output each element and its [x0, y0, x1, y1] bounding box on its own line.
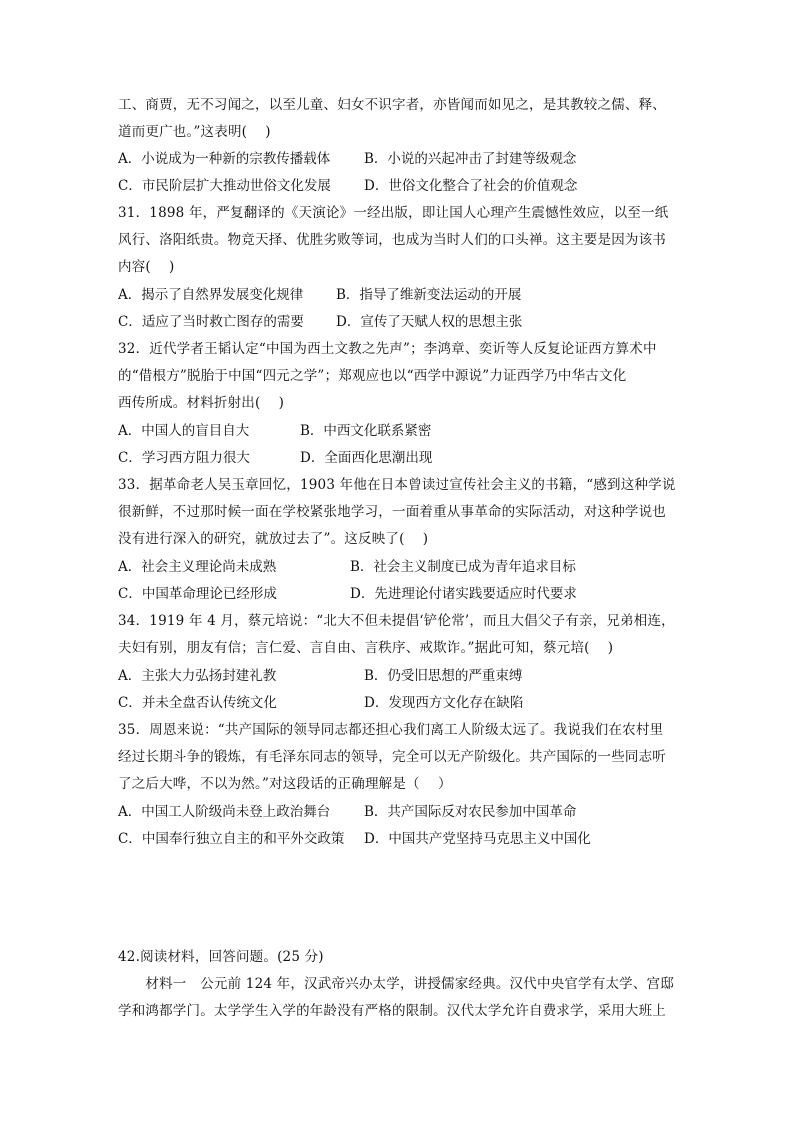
q30-option-a: A．小说成为一种新的宗教传播载体	[118, 151, 331, 167]
q31-line-3: 内容( )	[118, 259, 175, 275]
q42-line-1: 材料一 公元前 124 年，汉武帝兴办太学，讲授儒家经典。汉代中央官学有太学、宫邸	[118, 976, 674, 992]
q33-line-3: 没有进行深入的研究，就放过去了”。这反映了( )	[118, 531, 429, 547]
q31-line-1: 31．1898 年，严复翻译的《天演论》一经出版，即让国人心理产生震憾性效应，以至一纸	[118, 205, 669, 221]
q35-line-1: 35．周恩来说：“共产国际的领导同志都还担心我们离工人阶级太远了。我说我们在农村里	[118, 722, 664, 738]
q33-option-a: A．社会主义理论尚未成熟	[118, 559, 277, 575]
q33-option-b: B．社会主义制度已成为青年追求目标	[350, 559, 576, 575]
q34-line-1: 34．1919 年 4 月，蔡元培说：“北大不但未提倡‘铲伦常’，而且大倡父子有亲，兄弟相连，	[118, 613, 675, 629]
q32-option-c: C．学习西方阻力很大	[118, 450, 250, 466]
q35-option-c: C．中国奉行独立自主的和平外交政策	[118, 831, 345, 847]
q32-option-b: B．中西文化联系紧密	[300, 423, 432, 439]
q42-line-2: 学和鸿都学门。太学学生入学的年龄没有严格的限制。汉代太学允许自费求学，采用大班上	[118, 1003, 666, 1019]
q33-line-1: 33．据革命老人吴玉章回忆，1903 年他在日本曾读过宣传社会主义的书籍，“感到这种学说	[118, 477, 676, 493]
q31-option-a: A．揭示了自然界发展变化规律	[118, 287, 304, 303]
q34-line-2: 夫妇有别，朋友有信；言仁爱、言自由、言秩序、戒欺诈。”据此可知，蔡元培( )	[118, 640, 614, 656]
q35-line-2: 经过长期斗争的锻炼，有毛泽东同志的领导，完全可以无产阶级化。共产国际的一些同志听	[118, 749, 666, 765]
q34-option-c: C．并未全盘否认传统文化	[118, 695, 277, 711]
q35-option-b: B．共产国际反对农民参加中国革命	[364, 804, 577, 820]
q32-option-a: A．中国人的盲目自大	[118, 423, 250, 439]
q35-option-a: A．中国工人阶级尚未登上政治舞台	[118, 804, 331, 820]
q35-line-3: 了之后大哗，不以为然。”对这段话的正确理解是（ ）	[118, 776, 452, 792]
q32-option-d: D．全面西化思潮出现	[300, 450, 433, 466]
q34-option-b: B．仍受旧思想的严重束缚	[364, 668, 523, 684]
q31-option-d: D．宣传了天赋人权的思想主张	[336, 314, 523, 330]
q30-line-2: 道而更广也。”这表明( )	[118, 124, 271, 140]
q32-line-3: 西传所成。材料折射出( )	[118, 395, 285, 411]
q30-option-c: C．市民阶层扩大推动世俗文化发展	[118, 178, 331, 194]
q42-title: 42.阅读材料，回答问题。(25 分)	[118, 949, 324, 965]
q34-option-d: D．发现西方文化存在缺陷	[364, 695, 524, 711]
q33-option-d: D．先进理论付诸实践要适应时代要求	[350, 586, 577, 602]
q35-option-d: D．中国共产党坚持马克思主义中国化	[364, 831, 591, 847]
q33-option-c: C．中国革命理论已经形成	[118, 586, 277, 602]
q32-line-2: 的“借根方”脱胎于中国“四元之学”；郑观应也以“西学中源说”力证西学乃中华古文化	[118, 368, 627, 384]
q30-option-d: D．世俗文化整合了社会的价值观念	[364, 178, 578, 194]
q31-option-b: B．指导了维新变法运动的开展	[336, 287, 522, 303]
q32-line-1: 32．近代学者王韬认定“中国为西土文教之先声”；李鸿章、奕䜣等人反复论证西方算术中	[118, 341, 657, 357]
q30-line-1: 工、商贾，无不习闻之，以至儿童、妇女不识字者，亦皆闻而如见之，是其教较之儒、释、	[118, 97, 666, 113]
q31-line-2: 风行、洛阳纸贵。物竞天择、优胜劣败等词，也成为当时人们的口头禅。这主要是因为该书	[118, 232, 666, 248]
q30-option-b: B．小说的兴起冲击了封建等级观念	[364, 151, 577, 167]
q31-option-c: C．适应了当时救亡图存的需要	[118, 314, 304, 330]
q33-line-2: 很新鲜，不过那时候一面在学校紧张地学习，一面着重从事革命的实际活动，对这种学说也	[118, 504, 666, 520]
q34-option-a: A．主张大力弘扬封建礼教	[118, 668, 277, 684]
